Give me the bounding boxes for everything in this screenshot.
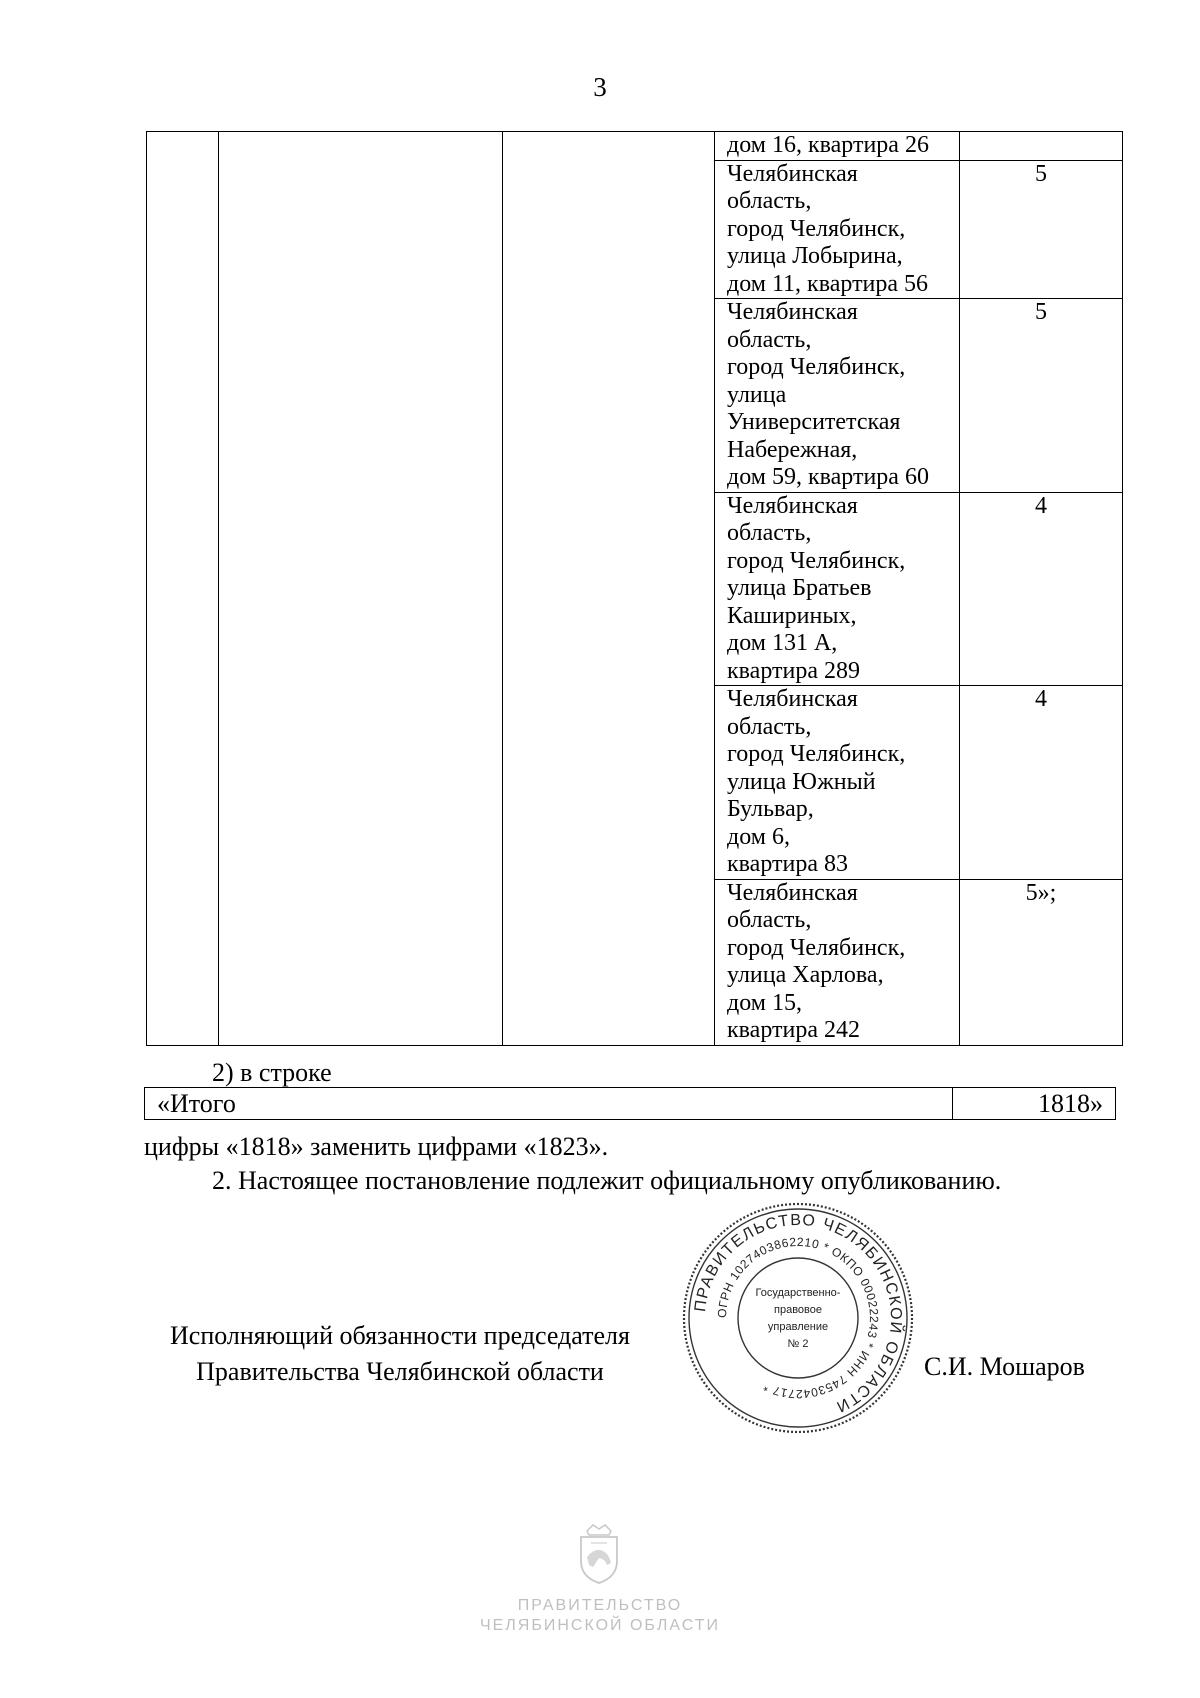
stamp-center-line-3: управление [767,1321,829,1333]
address-line: дом 6, [727,823,790,850]
quantity-cell: 5»; [960,879,1123,1045]
quantity-cell: 4 [960,492,1123,686]
stamp-center-line-1: Государственно- [755,1287,841,1299]
address-cell [715,160,960,299]
signatory-name: С.И. Мошаров [924,1352,1085,1381]
address-table [146,131,1123,1046]
address-line: область, [727,713,812,740]
address-line: город Челябинск, [727,547,906,574]
quantity-cell [960,132,1123,161]
publication-paragraph: 2. Настоящее постановление подлежит официальному опубликованию. [212,1166,1002,1195]
quantity-cell: 4 [960,686,1123,880]
address-line: город Челябинск, [727,354,906,380]
quantity-cell: 5 [960,299,1123,493]
address-line: дом 59, квартира 60 [727,464,929,490]
address-line: дом 11, квартира 56 [727,270,929,297]
address-line: Набережная, [727,436,858,463]
address-line: улица Харлова, [727,962,884,988]
address-line: дом 131 А, [727,630,838,656]
quantity-cell: 5 [960,160,1123,299]
empty-cell-owner [503,132,715,1046]
address-line: Кашириных, [727,602,857,629]
address-line: область, [727,907,812,933]
signatory-position-line1: Исполняющий обязанности председателя [170,1321,630,1350]
address-line: город Челябинск, [727,741,906,767]
replace-instruction: цифры «1818» заменить цифрами «1823». [144,1132,609,1161]
address-line: квартира 242 [727,1017,860,1043]
line-in-row-text: 2) в строке [212,1058,332,1087]
address-cell [715,299,960,493]
address-line: Бульвар, [727,796,814,822]
total-label: «Итого [145,1088,953,1120]
address-cell [715,879,960,1045]
address-line: Челябинская [727,492,858,519]
table-row [147,132,1123,161]
address-line: Челябинская [727,299,858,325]
address-line: город Челябинск, [727,934,906,961]
footer-title-line1: ПРАВИТЕЛЬСТВО [517,1597,683,1614]
signatory-position-line2: Правительства Челябинской области [196,1357,604,1386]
address-line: область, [727,326,812,353]
stamp-ring-text: ОГРН 1027403862210 * ОКПО 00022243 * ИНН 7453042717 * [714,1234,882,1402]
signatory-position [140,1318,660,1390]
coat-of-arms-icon [573,1521,625,1587]
address-line: улица Южный [727,768,876,795]
address-line: улица Братьев [727,575,872,601]
address-line: Челябинская [727,160,858,187]
address-cell [715,132,960,161]
address-line: Университетская [727,409,901,435]
total-row [145,1088,1116,1120]
address-line: Челябинская [727,879,858,906]
total-table [144,1087,1116,1120]
address-line: квартира 289 [727,657,860,684]
address-line: улица [727,381,787,408]
total-value: 1818» [953,1088,1116,1120]
official-seal-stamp [680,1200,916,1436]
empty-cell-number [147,132,219,1046]
stamp-outer-text: ПРАВИТЕЛЬСТВО ЧЕЛЯБИНСКОЙ ОБЛАСТИ [692,1211,905,1416]
address-line: город Челябинск, [727,215,906,242]
address-line: квартира 83 [727,851,848,877]
stamp-center-line-2: правовое [774,1304,822,1316]
address-line: Челябинская [727,686,858,712]
address-cell [715,492,960,686]
empty-cell-name [219,132,503,1046]
address-line: область, [727,520,812,546]
address-line: область, [727,188,812,214]
page-number: 3 [593,72,607,102]
address-line: улица Лобырина, [727,243,903,269]
address-line: дом 15, [727,989,802,1016]
address-cell [715,686,960,880]
address-line: дом 16, квартира 26 [727,132,929,158]
footer-title-line2: ЧЕЛЯБИНСКОЙ ОБЛАСТИ [479,1617,721,1634]
stamp-center-line-4: № 2 [787,1338,809,1350]
